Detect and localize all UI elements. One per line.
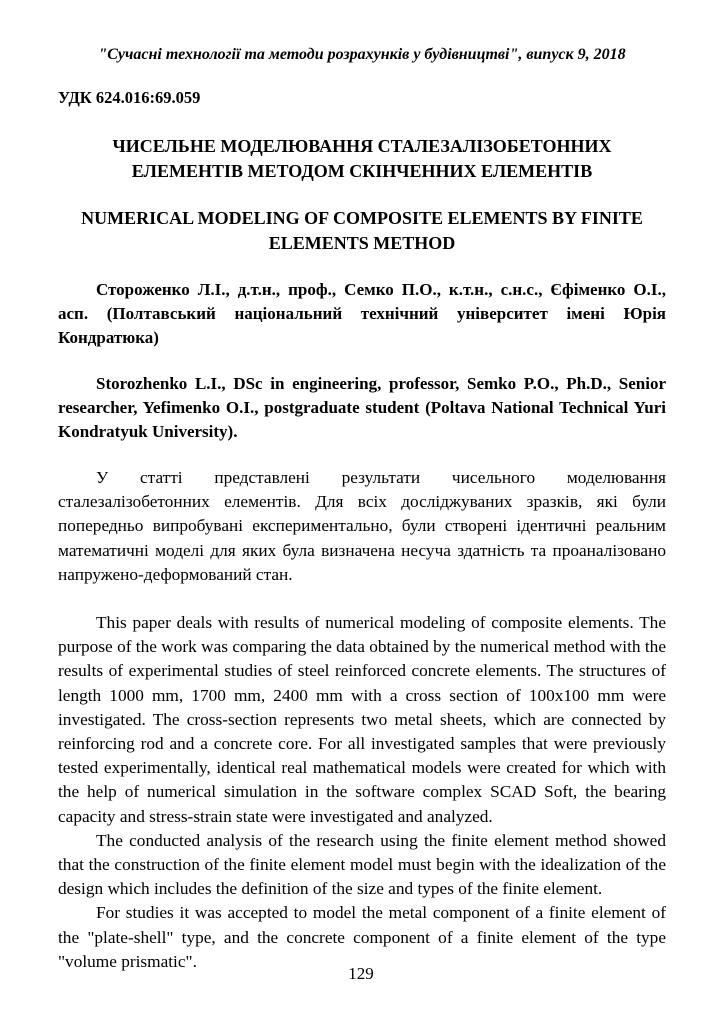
- authors-ukrainian: Стороженко Л.І., д.т.н., проф., Семко П.О., к.т.н., с.н.с., Єфіменко О.І., асп. (Полтавський національний технічний університет імені Юрія Кондратюка): [58, 280, 666, 347]
- english-abstract-block: [58, 611, 666, 974]
- journal-header: "Сучасні технології та методи розрахунків у будівництві", випуск 9, 2018: [98, 46, 626, 63]
- title-english: NUMERICAL MODELING OF COMPOSITE ELEMENTS BY FINITE ELEMENTS METHOD: [81, 208, 643, 253]
- paragraph-english-2: The conducted analysis of the research using the finite element method showed that the construction of the finite element model must begin with the idealization of the design which includes the definition of the size and types of the finite element.: [58, 830, 666, 899]
- title-ukrainian: ЧИСЕЛЬНЕ МОДЕЛЮВАННЯ СТАЛЕЗАЛІЗОБЕТОННИХ ЕЛЕМЕНТІВ МЕТОДОМ СКІНЧЕННИХ ЕЛЕМЕНТІВ: [112, 136, 612, 181]
- paragraph-english-3: For studies it was accepted to model the metal component of a finite element of the "plate-shell" type, and the concrete component of a finite element of the type "volume prismatic".: [58, 903, 666, 971]
- authors-english: Storozhenko L.I., DSc in engineering, professor, Semko P.O., Ph.D., Senior researcher, Yefimenko O.I., postgraduate student (Poltava National Technical Yuri Kondratyuk University).: [58, 374, 666, 441]
- udc-number: УДК 624.016:69.059: [58, 88, 201, 107]
- paragraph-english-1: This paper deals with results of numerical modeling of composite elements. The purpose of the work was comparing the data obtained by the numerical method with the results of experimental studies of steel reinforced concrete elements. The structures of length 1000 mm, 1700 mm, 2400 mm with a cross section of 100x100 mm were investigated. The cross-section represents two metal sheets, which are connected by reinforcing rod and a concrete core. For all investigated samples that were previously tested experimentally, identical real mathematical models were created for which with the help of numerical simulation in the software complex SCAD Soft, the bearing capacity and stress-strain state were investigated and analyzed.: [58, 613, 666, 826]
- page-number: 129: [348, 964, 374, 983]
- abstract-ukrainian: У статті представлені результати чисельного моделювання сталезалізобетонних елементів. Для всіх досліджуваних зразків, які були попередньо випробувані експериментально, були створені ідентичні реальним математичні моделі для яких була визначена несуча здатність та проаналізовано напружено-деформований стан.: [58, 468, 666, 584]
